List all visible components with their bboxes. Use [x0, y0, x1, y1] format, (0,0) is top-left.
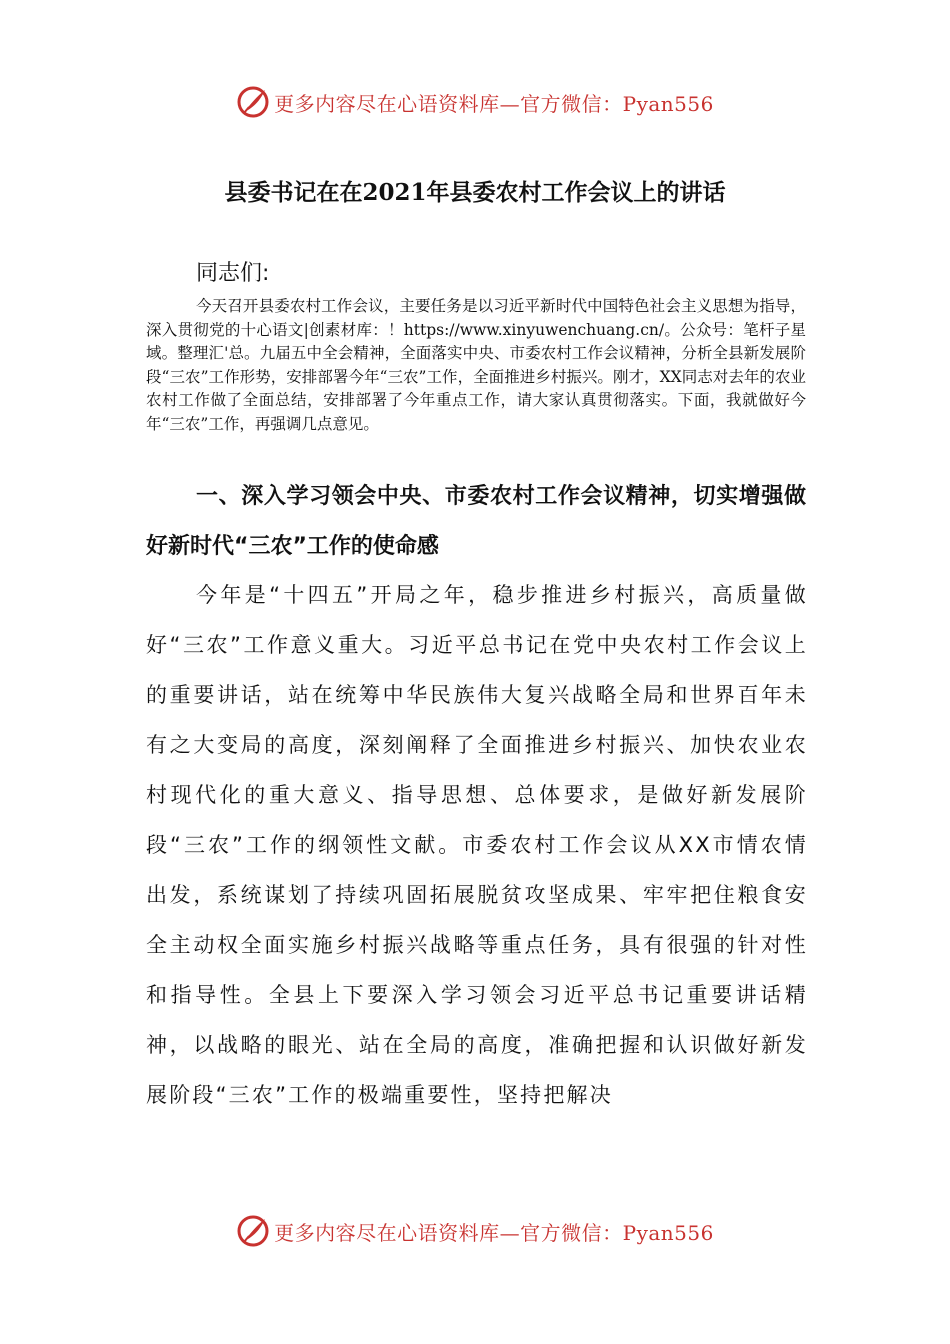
- quill-logo-icon: [236, 1214, 270, 1248]
- intro-paragraph: 今天召开县委农村工作会议，主要任务是以习近平新时代中国特色社会主义思想为指导，深入贯彻党的十心语文|创素材库：！https://www.xinyuwenchuang.cn/。公众号：笔杆子星域。整理汇'总。九届五中全会精神，全面落实中央、市委农村工作会议精神，分析全县新发展阶段“三农”工作形势，安排部署今年“三农”工作，全面推进乡村振兴。刚才，XX同志对去年的农业农村工作做了全面总结，安排部署了今年重点工作，请大家认真贯彻落实。下面，我就做好今年“三农”工作，再强调几点意见。: [146, 297, 806, 433]
- quill-logo-icon: [236, 85, 270, 119]
- footer-watermark-text: 更多内容尽在心语资料库—官方微信：Pyan556: [274, 1220, 714, 1245]
- document-title: 县委书记在在2021年县委农村工作会议上的讲话: [224, 179, 726, 206]
- footer-watermark-banner: [0, 1211, 950, 1251]
- header-watermark-banner: [0, 82, 950, 122]
- salutation: 同志们:: [196, 261, 270, 286]
- header-watermark-text: 更多内容尽在心语资料库—官方微信：Pyan556: [274, 91, 714, 116]
- body-paragraph: 今年是“十四五”开局之年，稳步推进乡村振兴，高质量做好“三农”工作意义重大。习近平总书记在党中央农村工作会议上的重要讲话，站在统筹中华民族伟大复兴战略全局和世界百年未有之大变局的高度，深刻阐释了全面推进乡村振兴、加快农业农村现代化的重大意义、指导思想、总体要求，是做好新发展阶段“三农”工作的纲领性文献。市委农村工作会议从XX市情农情出发，系统谋划了持续巩固拓展脱贫攻坚成果、牢牢把住粮食安全主动权全面实施乡村振兴战略等重点任务，具有很强的针对性和指导性。全县上下要深入学习领会习近平总书记重要讲话精神，以战略的眼光、站在全局的高度，准确把握和认识做好新发展阶段“三农”工作的极端重要性，坚持把解决: [146, 583, 808, 1107]
- section-heading: 一、深入学习领会中央、市委农村工作会议精神，切实增强做好新时代“三农”工作的使命感: [146, 484, 806, 559]
